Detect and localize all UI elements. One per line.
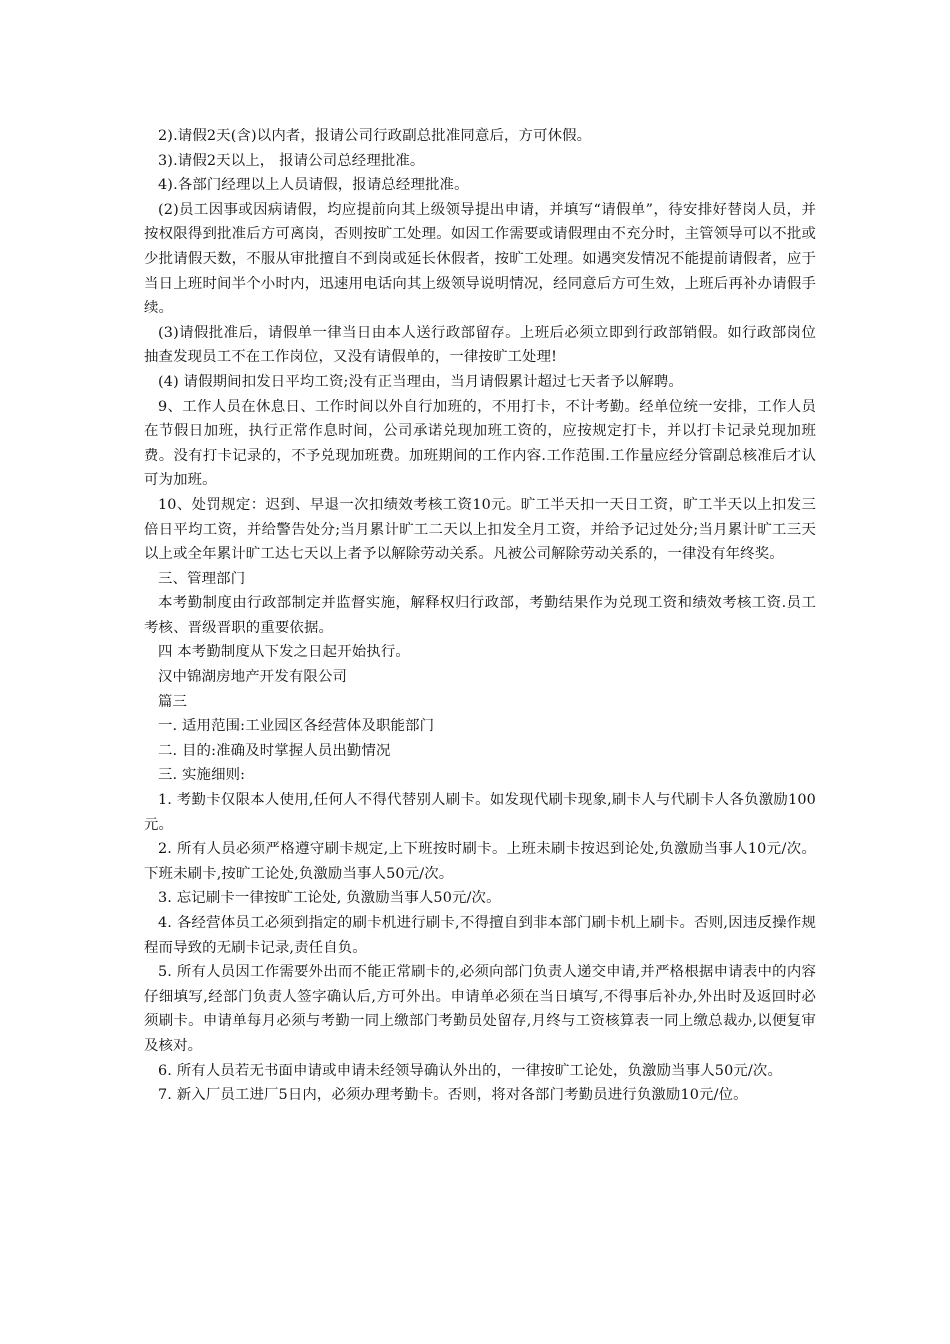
paragraph: 2. 所有人员必须严格遵守刷卡规定,上下班按时刷卡。上班未刷卡按迟到论处,负激励当事人10元/次。下班未刷卡,按旷工论处,负激励当事人50元/次。 — [144, 841, 816, 882]
section-heading: 篇三 — [158, 693, 188, 710]
paragraph: 1. 考勤卡仅限本人使用,任何人不得代替别人刷卡。如发现代刷卡现象,刷卡人与代刷卡人各负激励100元。 — [144, 792, 816, 833]
paragraph: 3. 忘记刷卡一律按旷工论处, 负激励当事人50元/次。 — [158, 890, 501, 907]
paragraph: (3)请假批准后，请假单一律当日由本人送行政部留存。上班后必须立即到行政部销假。如行政部岗位抽查发现员工不在工作岗位，又没有请假单的，一律按旷工处理! — [144, 324, 816, 366]
paragraph: 3).请假2天以上， 报请公司总经理批准。 — [158, 152, 425, 169]
document-body — [144, 124, 816, 1108]
paragraph: (4) 请假期间扣发日平均工资;没有正当理由，当月请假累计超过七天者予以解聘。 — [158, 373, 683, 390]
paragraph: 9、工作人员在休息日、工作时间以外自行加班的，不用打卡，不计考勤。经单位统一安排，工作人员在节假日加班，执行正常作息时间，公司承诺兑现加班工资的，应按规定打卡，并以打卡记录兑现加班费。没有打卡记录的，不予兑现加班费。加班期间的工作内容.工作范围.工作量应经分管副总核准后才认可为加班。 — [144, 398, 816, 489]
paragraph: 4. 各经营体员工必须到指定的刷卡机进行刷卡,不得擅自到非本部门刷卡机上刷卡。否则,因违反操作规程而导致的无刷卡记录,责任自负。 — [144, 915, 816, 956]
paragraph: 二. 目的:准确及时掌握人员出勤情况 — [158, 742, 391, 759]
paragraph: 6. 所有人员若无书面申请或申请未经领导确认外出的，一律按旷工论处，负激励当事人50元/次。 — [158, 1062, 782, 1079]
paragraph: 一. 适用范围:工业园区各经营体及职能部门 — [158, 718, 435, 735]
section-heading: 三、管理部门 — [158, 570, 246, 587]
paragraph: 5. 所有人员因工作需要外出而不能正常刷卡的,必须向部门负责人递交申请,并严格根据申请表中的内容仔细填写,经部门负责人签字确认后,方可外出。申请单必须在当日填写,不得事后补办,外出时及返回时必须刷卡。申请单每月必须与考勤一同上缴部门考勤员处留存,月终与工资核算表一同上缴总裁办,以便复审及核对。 — [144, 964, 816, 1054]
paragraph: 2).请假2天(含)以内者，报请公司行政副总批准同意后，方可休假。 — [158, 128, 592, 144]
paragraph: 4).各部门经理以上人员请假，报请总经理批准。 — [158, 177, 469, 194]
company-name: 汉中锦湖房地产开发有限公司 — [158, 669, 348, 686]
paragraph: (2)员工因事或因病请假，均应提前向其上级领导提出申请，并填写“请假单”，待安排好替岗人员，并按权限得到批准后方可离岗，否则按旷工处理。如因工作需要或请假理由不充分时，主管领导可以不批或少批请假天数，不服从审批擅自不到岗或延长休假者，按旷工处理。如遇突发情况不能提前请假者，应于当日上班时间半个小时内，迅速用电话向其上级领导说明情况，经同意后方可生效，上班后再补办请假手续。 — [144, 201, 816, 317]
paragraph: 本考勤制度由行政部制定并监督实施，解释权归行政部，考勤结果作为兑现工资和绩效考核工资.员工考核、晋级晋职的重要依据。 — [144, 595, 816, 636]
paragraph: 四 本考勤制度从下发之日起开始执行。 — [158, 644, 410, 661]
paragraph: 7. 新入厂员工进厂5日内，必须办理考勤卡。否则，将对各部门考勤员进行负激励10元/位。 — [158, 1087, 748, 1104]
paragraph: 三. 实施细则: — [158, 767, 246, 784]
paragraph: 10、处罚规定：迟到、早退一次扣绩效考核工资10元。旷工半天扣一天日工资，旷工半天以上扣发三倍日平均工资，并给警告处分;当月累计旷工二天以上扣发全月工资，并给予记过处分;当月累计旷工三天以上或全年累计旷工达七天以上者予以解除劳动关系。凡被公司解除劳动关系的，一律没有年终奖。 — [144, 496, 816, 563]
